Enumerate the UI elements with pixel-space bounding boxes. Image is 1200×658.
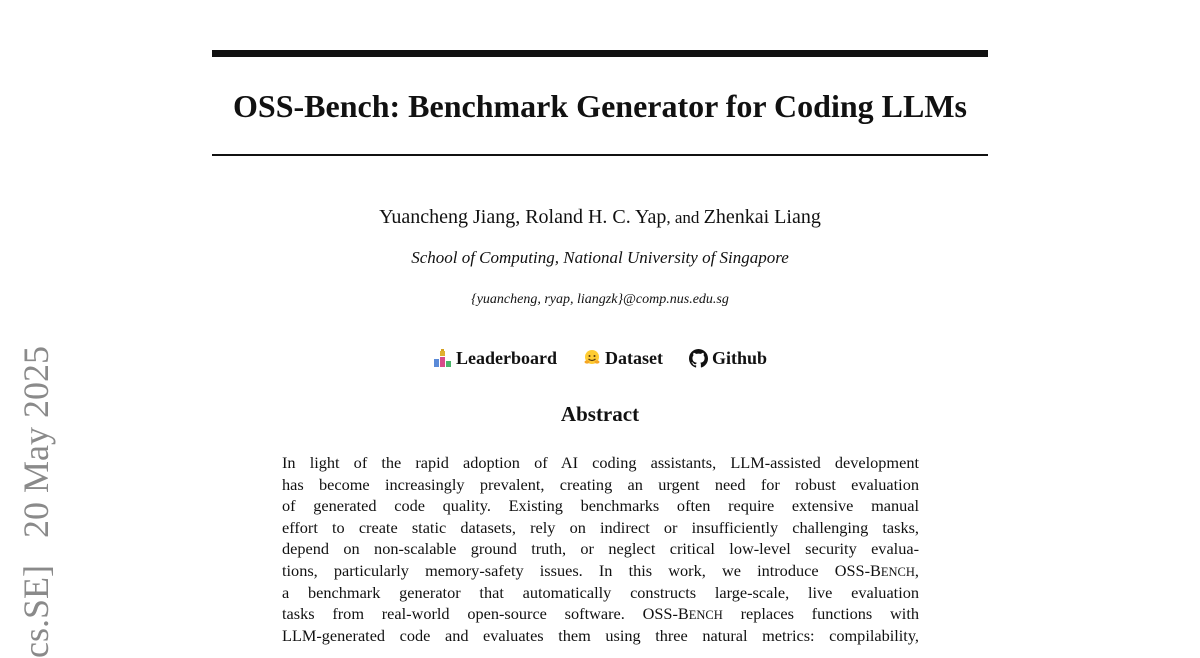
oss-bench-name xyxy=(835,561,915,580)
author-1: Yuancheng Jiang xyxy=(379,206,516,228)
abstract-line-text: tasks from real-world open-source software. xyxy=(282,604,625,624)
oss-bench-name xyxy=(643,604,723,623)
abstract-line: effort to create static datasets, rely on indirect or insufficiently challenging tasks, xyxy=(282,517,919,537)
resource-links xyxy=(212,344,988,372)
bench-initial: B xyxy=(870,560,881,580)
leaderboard-label: Leaderboard xyxy=(455,347,557,368)
oss-prefix: OSS- xyxy=(834,560,871,580)
abstract-body xyxy=(282,452,919,646)
leaderboard-link[interactable] xyxy=(433,348,557,369)
abstract-line: LLM-generated code and evaluates them using three natural metrics: compilability, xyxy=(282,625,919,645)
oss-prefix: OSS- xyxy=(642,604,678,624)
abstract-heading: Abstract xyxy=(560,402,640,426)
arxiv-side-stamp: cs.SE] 20 May 2025 xyxy=(16,346,56,658)
github-label: Github xyxy=(711,347,767,368)
github-icon xyxy=(689,349,708,368)
bench-initial: B xyxy=(677,604,689,624)
abstract-line: of generated code quality. Existing benchmarks often require extensive manual xyxy=(282,496,919,516)
abstract-line: depend on non-scalable ground truth, or neglect critical low-level security evalua- xyxy=(282,539,919,559)
abstract-line xyxy=(282,560,919,582)
github-link[interactable] xyxy=(689,348,767,369)
leaderboard-icon xyxy=(433,348,452,368)
author-separator-2: , and xyxy=(666,208,704,227)
paper-title: OSS-Bench: Benchmark Generator for Coding LLMs xyxy=(233,88,967,124)
author-list xyxy=(212,204,988,231)
author-separator-1: , xyxy=(515,206,526,228)
dataset-link[interactable] xyxy=(583,348,663,369)
title-bottom-rule xyxy=(212,154,988,156)
dataset-label: Dataset xyxy=(604,347,663,368)
author-3: Zhenkai Liang xyxy=(703,206,821,228)
author-2: Roland H. C. Yap xyxy=(525,206,667,228)
bench-smallcaps: ENCH xyxy=(880,564,915,579)
abstract-line-tail: replaces functions with xyxy=(722,604,919,624)
bench-smallcaps: ENCH xyxy=(688,608,723,623)
abstract-line: has become increasingly prevalent, creating an urgent need for robust evaluation xyxy=(282,474,919,494)
hugging-face-icon xyxy=(583,349,601,367)
title-top-rule xyxy=(212,50,988,57)
abstract-line: In light of the rapid adoption of AI coding assistants, LLM-assisted development xyxy=(282,453,919,472)
abstract-line: a benchmark generator that automatically constructs large-scale, live evaluation xyxy=(282,582,919,602)
abstract-line-tail: , xyxy=(914,560,919,580)
affiliation: School of Computing, National University of Singapore xyxy=(411,248,789,267)
abstract-line xyxy=(282,603,919,625)
abstract-line-text: tions, particularly memory-safety issues. In this work, we introduce xyxy=(282,560,819,580)
author-emails: {yuancheng, ryap, liangzk}@comp.nus.edu.sg xyxy=(471,292,729,307)
